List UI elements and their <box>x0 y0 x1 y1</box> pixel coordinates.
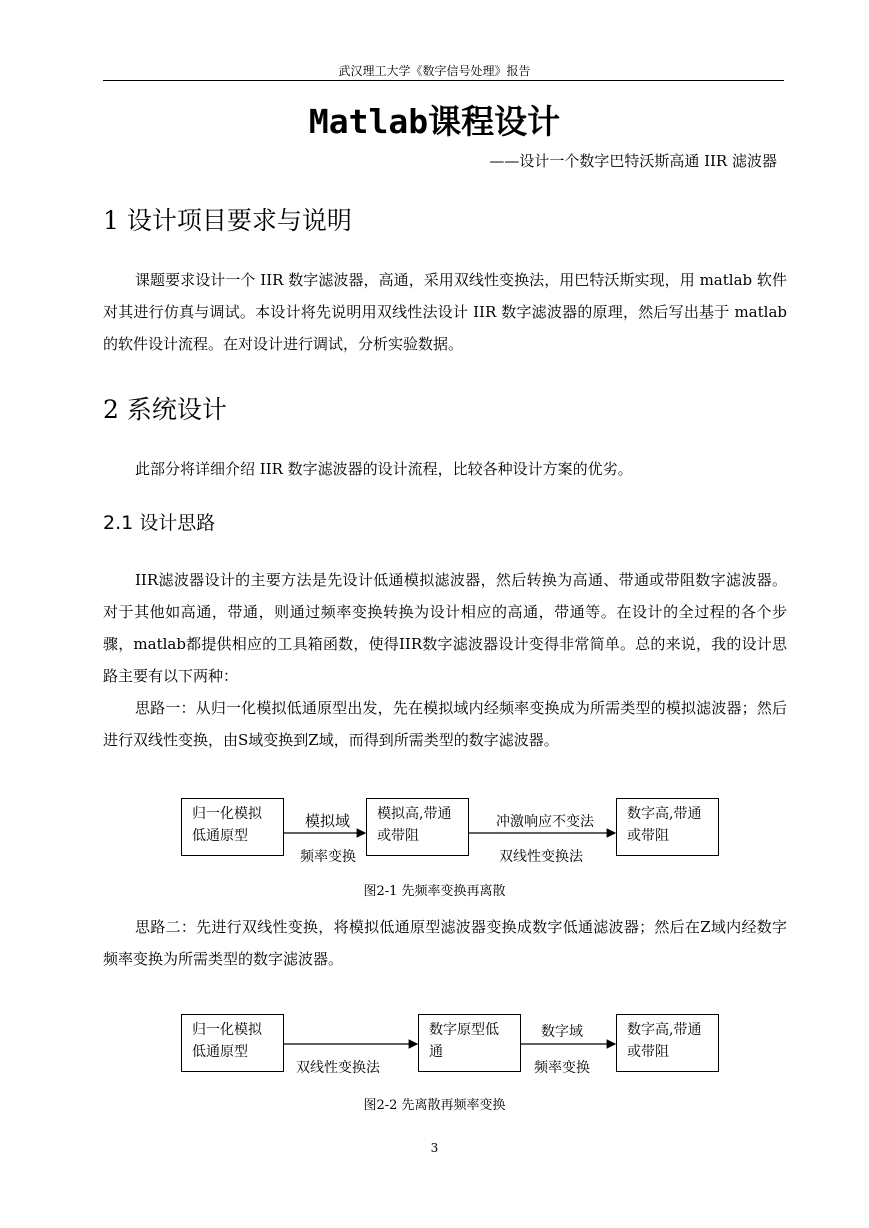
section-2-1-paragraph-1: IIR滤波器设计的主要方法是先设计低通模拟滤波器，然后转换为高通、带通或带阻数字滤波器。对于其他如高通，带通，则通过频率变换转换为设计相应的高通，带通等。在设计的全过程的各个步骤，matlab都提供相应的工具箱函数，使得IIR数字滤波器设计变得非常简单。总的来说，我的设计思路主要有以下两种： <box>103 571 787 685</box>
fig2-arrow2-label-bottom: 频率变换 <box>534 1060 590 1076</box>
fig1-arrow1-label-top: 模拟域 <box>305 812 351 830</box>
fig2-caption: 图2-2 先离散再频率变换 <box>363 1098 506 1113</box>
fig1-arrow2-label-bottom: 双线性变换法 <box>499 849 583 865</box>
running-header: 武汉理工大学《数字信号处理》报告 <box>338 64 531 78</box>
fig2-box-normalized-analog-lowpass: 归一化模拟低通原型 <box>181 1014 284 1072</box>
section-2-heading: 2 系统设计 <box>103 395 227 424</box>
fig2-box-digital-prototype-lowpass: 数字原型低通 <box>418 1014 521 1072</box>
document-title: Matlab课程设计 <box>308 102 561 141</box>
document-subtitle: ——设计一个数字巴特沃斯高通 IIR 滤波器 <box>489 152 777 170</box>
page-number: 3 <box>430 1141 439 1155</box>
section-2-1-heading: 2.1 设计思路 <box>103 512 216 534</box>
section-2-paragraph: 此部分将详细介绍 IIR 数字滤波器的设计流程，比较各种设计方案的优劣。 <box>135 460 633 478</box>
section-1-paragraph: 课题要求设计一个 IIR 数字滤波器，高通，采用双线性变换法，用巴特沃斯实现，用 matlab 软件对其进行仿真与调试。本设计将先说明用双线性法设计 IIR 数字滤波器的原理，然后写出基于 matlab 的软件设计流程。在对设计进行调试，分析实验数据。 <box>103 271 787 353</box>
section-2-1-paragraph-2: 思路一：从归一化模拟低通原型出发，先在模拟域内经频率变换成为所需类型的模拟滤波器；然后进行双线性变换，由S域变换到Z域，而得到所需类型的数字滤波器。 <box>103 699 787 749</box>
fig1-box-analog-highpass: 模拟高,带通或带阻 <box>366 798 469 856</box>
fig1-caption: 图2-1 先频率变换再离散 <box>363 884 506 899</box>
fig1-arrow1-label-bottom: 频率变换 <box>300 849 356 865</box>
fig1-arrow2-label-top: 冲激响应不变法 <box>496 814 594 830</box>
section-1-heading: 1 设计项目要求与说明 <box>103 206 352 235</box>
fig1-box-normalized-analog-lowpass: 归一化模拟低通原型 <box>181 798 284 856</box>
section-2-1-paragraph-3: 思路二：先进行双线性变换，将模拟低通原型滤波器变换成数字低通滤波器；然后在Z域内经数字频率变换为所需类型的数字滤波器。 <box>103 918 787 968</box>
fig1-box-digital-highpass: 数字高,带通或带阻 <box>616 798 719 856</box>
fig2-box-digital-highpass: 数字高,带通或带阻 <box>616 1014 719 1072</box>
fig2-arrow1-label-bottom: 双线性变换法 <box>296 1060 380 1076</box>
fig2-arrow2-label-top: 数字域 <box>541 1024 583 1040</box>
